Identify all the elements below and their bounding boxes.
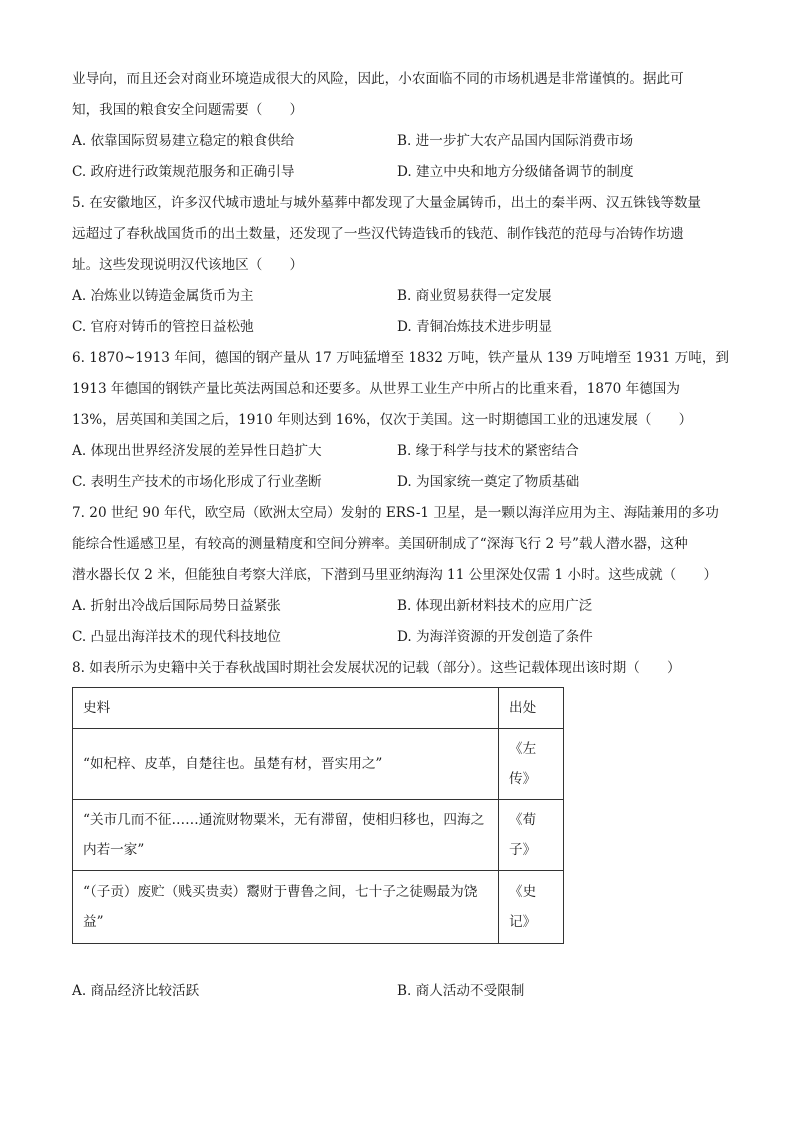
table-cell-text: “如杞梓、皮革，自楚往也。虽楚有材，晋实用之” (73, 729, 499, 800)
question-stem-line: 5. 在安徽地区，许多汉代城市遗址与城外墓葬中都发现了大量金属铸币，出土的秦半两、汉五铢钱等数量 (72, 195, 702, 211)
question-stem-line: 1913 年德国的钢铁产量比英法两国总和还要多。从世界工业生产中所占的比重来看，1870 年德国为 (72, 381, 680, 397)
option-d[interactable]: D. 为海洋资源的开发创造了条件 (397, 629, 593, 645)
table-cell-source: 《左传》 (499, 729, 564, 800)
option-b[interactable]: B. 商业贸易获得一定发展 (397, 288, 552, 304)
option-b[interactable]: B. 商人活动不受限制 (397, 983, 525, 999)
options-row (72, 467, 722, 498)
question-stem-line: 知，我国的粮食安全问题需要（ ） (72, 102, 304, 118)
table-cell-source: 《荀子》 (499, 800, 564, 871)
options-row (72, 312, 722, 343)
option-c[interactable]: C. 官府对铸币的管控日益松弛 (72, 319, 254, 335)
question-7 (72, 498, 722, 653)
exam-page (72, 64, 730, 1007)
option-a[interactable]: A. 冶炼业以铸造金属货币为主 (72, 288, 254, 304)
question-stem-line: 13%，居英国和美国之后，1910 年则达到 16%，仅次于美国。这一时期德国工业的迅速发展（ ） (72, 412, 693, 428)
question-stem-line: 远超过了春秋战国货币的出土数量，还发现了一些汉代铸造钱币的钱范、制作钱范的范母与冶铸作坊遗 (72, 226, 684, 242)
option-a[interactable]: A. 依靠国际贸易建立稳定的粮食供给 (72, 133, 295, 149)
question-4 (72, 64, 722, 188)
question-stem-line: 业导向，而且还会对商业环境造成很大的风险，因此，小农面临不同的市场机遇是非常谨慎的。据此可 (72, 71, 684, 87)
table-header-row (73, 688, 564, 729)
question-stem-line: 6. 1870~1913 年间，德国的钢产量从 17 万吨猛增至 1832 万吨，铁产量从 139 万吨增至 1931 万吨，到 (72, 350, 730, 366)
table-cell-text: “关市几而不征……通流财物粟米，无有滞留，使相归移也，四海之内若一家” (73, 800, 499, 871)
option-d[interactable]: D. 建立中央和地方分级储备调节的制度 (397, 164, 634, 180)
option-a[interactable]: A. 体现出世界经济发展的差异性日趋扩大 (72, 443, 322, 459)
question-stem-line: 8. 如表所示为史籍中关于春秋战国时期社会发展状况的记载（部分）。这些记载体现出该时期（ ） (72, 660, 681, 676)
options-row (72, 622, 722, 653)
option-a[interactable]: A. 折射出冷战后国际局势日益紧张 (72, 598, 281, 614)
question-stem-line: 址。这些发现说明汉代该地区（ ） (72, 257, 304, 273)
options-row (72, 281, 722, 312)
source-table (72, 687, 564, 944)
question-stem-line: 潜水器长仅 2 米，但能独自考察大洋底，下潜到马里亚纳海沟 11 公里深处仅需 1 小时。这些成就（ ） (72, 567, 718, 583)
question-6 (72, 343, 730, 498)
table-row (73, 800, 564, 871)
question-8 (72, 653, 722, 1007)
table-cell-source: 《史记》 (499, 871, 564, 944)
option-c[interactable]: C. 凸显出海洋技术的现代科技地位 (72, 629, 281, 645)
table-cell-text: “（子贡）废贮（贱买贵卖）鬻财于曹鲁之间，七十子之徒赐最为饶益” (73, 871, 499, 944)
table-row (73, 729, 564, 800)
options-row (72, 126, 722, 157)
table-row (73, 871, 564, 944)
option-a[interactable]: A. 商品经济比较活跃 (72, 983, 200, 999)
option-b[interactable]: B. 体现出新材料技术的应用广泛 (397, 598, 593, 614)
options-row (72, 976, 722, 1007)
option-c[interactable]: C. 表明生产技术的市场化形成了行业垄断 (72, 474, 322, 490)
table-header-cell: 出处 (499, 688, 564, 729)
options-row (72, 436, 722, 467)
option-b[interactable]: B. 进一步扩大农产品国内国际消费市场 (397, 133, 634, 149)
question-stem-line: 能综合性遥感卫星，有较高的测量精度和空间分辨率。美国研制成了“深海飞行 2 号”载人潜水器，这种 (72, 536, 688, 552)
option-c[interactable]: C. 政府进行政策规范服务和正确引导 (72, 164, 295, 180)
option-b[interactable]: B. 缘于科学与技术的紧密结合 (397, 443, 579, 459)
options-row (72, 157, 722, 188)
table-header-cell: 史料 (73, 688, 499, 729)
option-d[interactable]: D. 为国家统一奠定了物质基础 (397, 474, 580, 490)
options-row (72, 591, 722, 622)
option-d[interactable]: D. 青铜冶炼技术进步明显 (397, 319, 552, 335)
question-5 (72, 188, 722, 343)
question-stem-line: 7. 20 世纪 90 年代，欧空局（欧洲太空局）发射的 ERS-1 卫星，是一颗以海洋应用为主、海陆兼用的多功 (72, 505, 719, 521)
